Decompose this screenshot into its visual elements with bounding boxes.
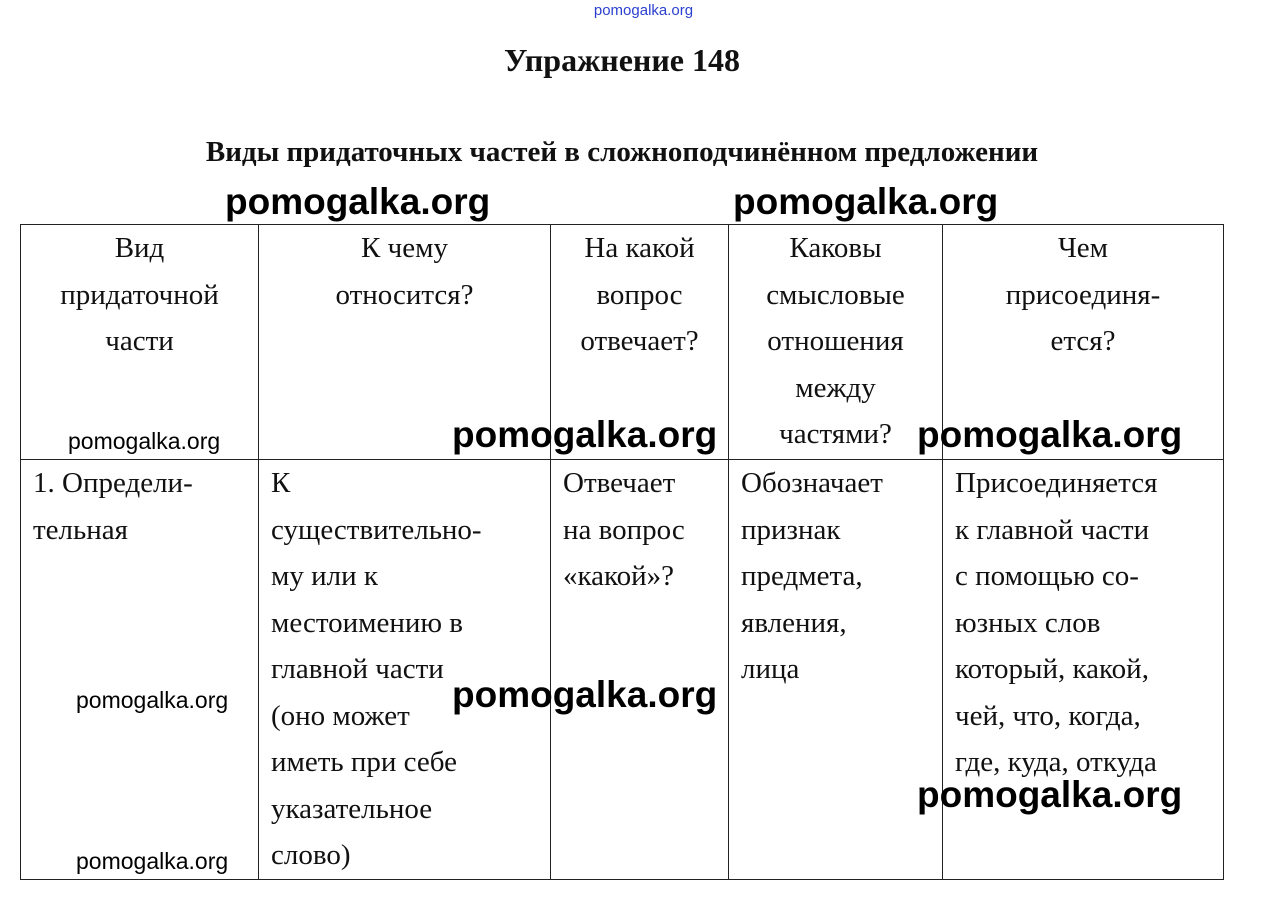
header-cell-question: На какой вопрос отвечает? bbox=[551, 225, 729, 460]
cell-question: Отвечает на вопрос «какой»? bbox=[551, 460, 729, 880]
site-label: pomogalka.org bbox=[593, 2, 694, 19]
cell-connection: Присоединяется к главной части с помощью со- юзных слов который, какой, чей, что, когда, где, куда, откуда bbox=[943, 460, 1224, 880]
page-title: Упражнение 148 bbox=[503, 42, 740, 78]
watermark: pomogalka.org bbox=[917, 774, 1183, 815]
watermark: pomogalka.org bbox=[917, 414, 1183, 455]
cell-refers-to: К существительно- му или к местоимению в главной части (оно может иметь при себе указательное слово) bbox=[259, 460, 551, 880]
header-cell-connection: Чем присоединя- ется? bbox=[943, 225, 1224, 460]
header-cell-relations: Каковы смысловые отношения между частями? bbox=[729, 225, 943, 460]
cell-clause-type: 1. Определи- тельная bbox=[21, 460, 259, 880]
watermark: pomogalka.org bbox=[733, 181, 999, 222]
header-cell-refers-to: К чему относится? bbox=[259, 225, 551, 460]
table-row bbox=[21, 460, 1224, 880]
watermark-small: pomogalka.org bbox=[76, 848, 229, 874]
cell-relations: Обозначает признак предмета, явления, лица bbox=[729, 460, 943, 880]
header-cell-clause-type: Вид придаточной части bbox=[21, 225, 259, 460]
table-title: Виды придаточных частей в сложноподчинённом предложении bbox=[205, 136, 1039, 168]
watermark: pomogalka.org bbox=[452, 674, 718, 715]
watermark: pomogalka.org bbox=[225, 181, 491, 222]
watermark: pomogalka.org bbox=[452, 414, 718, 455]
watermark-small: pomogalka.org bbox=[76, 687, 229, 713]
watermark-small: pomogalka.org bbox=[68, 428, 221, 454]
